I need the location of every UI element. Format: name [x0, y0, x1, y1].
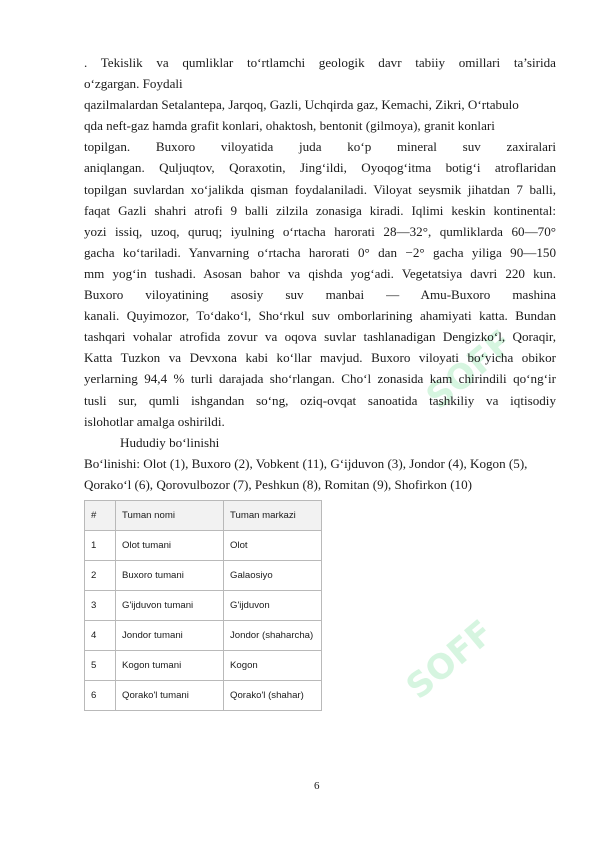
districts-table [84, 500, 322, 711]
header-cell-district-name: Tuman nomi [116, 500, 224, 530]
table-cell: 5 [85, 650, 116, 680]
text-line: islohotlar amalga oshirildi. [84, 413, 225, 429]
division-paragraph [84, 453, 556, 495]
table-cell: Olot [224, 530, 322, 560]
text-line: yerlarning 94,4 % turli darajada sho‘rlangan. Cho‘l zonasida kam chirindili qo‘ng‘ir [84, 371, 556, 387]
text-line: aniqlangan. Quljuqtov, Qoraxotin, Jing‘ildi, Oyoqog‘itma botig‘i atroflaridan [84, 160, 556, 176]
table-header-row [85, 500, 322, 530]
table-cell: G'ijduvon tumani [116, 590, 224, 620]
table-row [85, 560, 322, 590]
table-cell: Olot tumani [116, 530, 224, 560]
table-cell: Galaosiyo [224, 560, 322, 590]
text-line: Qorako‘l (6), Qorovulbozor (7), Peshkun (8), Romitan (9), Shofirkon (10) [84, 476, 473, 492]
header-cell-number: # [85, 500, 116, 530]
text-line: tashqari vohalar atrofida zovur va oqova suvlar tashlanadigan Dengizko‘l, Qoraqir, [84, 329, 556, 345]
text-line: Bo‘linishi: Olot (1), Buxoro (2), Vobkent (11), G‘ijduvon (3), Jondor (4), Kogon (5), [84, 455, 528, 471]
text-line: yozi issiq, uzoq, quruq; iyulning o‘rtacha harorati 28—32°, qumliklarda 60—70° [84, 223, 556, 239]
text-line: qazilmalardan Setalantepa, Jarqoq, Gazli, Uchqirda gaz, Kemachi, Zikri, O‘rtabulo [84, 97, 519, 113]
text-line: tusli sur, qumli ishgandan so‘ng, oziq-ovqat sanoatida tashkiliy va iqtisodiy [84, 392, 556, 408]
watermark: SOFF [418, 322, 522, 418]
table-cell: Kogon tumani [116, 650, 224, 680]
text-line: gacha ko‘tariladi. Yanvarning o‘rtacha harorati 0° dan −2° gacha yiliga 90—150 [84, 244, 556, 260]
table-cell: Buxoro tumani [116, 560, 224, 590]
table-row [85, 620, 322, 650]
table-row [85, 650, 322, 680]
table-cell: 4 [85, 620, 116, 650]
table-cell: 1 [85, 530, 116, 560]
table-cell: Qorako'l tumani [116, 680, 224, 710]
body-paragraph [84, 52, 556, 432]
table-row [85, 590, 322, 620]
table-row [85, 530, 322, 560]
document-page [84, 52, 556, 711]
table-row [85, 680, 322, 710]
text-line: mm yog‘in tushadi. Asosan bahor va qishda yog‘adi. Vegetatsiya davri 220 kun. [84, 265, 556, 281]
table-cell: Qorako'l (shahar) [224, 680, 322, 710]
table-cell: 6 [85, 680, 116, 710]
table-cell: 2 [85, 560, 116, 590]
text-line: topilgan. Buxoro viloyatida juda ko‘p mineral suv zaxiralari [84, 139, 556, 155]
table-cell: 3 [85, 590, 116, 620]
text-line: faqat Gazli shahri atrofi 9 balli zilzila zonasiga kiradi. Iqlimi keskin kontinental: [84, 202, 556, 218]
text-line: Katta Tuzkon va Devxona kabi ko‘llar mavjud. Buxoro viloyati bo‘yicha obikor [84, 350, 556, 366]
page-number: 6 [314, 780, 320, 792]
table-cell: Kogon [224, 650, 322, 680]
text-line: . Tekislik va qumliklar to‘rtlamchi geologik davr tabiiy omillari ta’sirida [84, 55, 556, 70]
text-line: kanali. Quyimozor, To‘dako‘l, Sho‘rkul suv omborlarining ahamiyati katta. Bundan [84, 308, 556, 324]
table-cell: G'ijduvon [224, 590, 322, 620]
section-heading: Hududiy bo‘linishi [120, 434, 220, 450]
text-line: qda neft-gaz hamda grafit konlari, ohaktosh, bentonit (gilmoya), granit konlari [84, 118, 495, 134]
text-line: topilgan suvlardan xo‘jalikda qisman foydalaniladi. Viloyat seysmik jihatdan 7 balli, [84, 181, 556, 197]
text-line: o‘zgargan. Foydali [84, 76, 183, 92]
watermark: SOFF [398, 612, 502, 708]
table-cell: Jondor (shaharcha) [224, 620, 322, 650]
text-line: Buxoro viloyatining asosiy suv manbai — Amu-Buxoro mashina [84, 287, 556, 303]
table-cell: Jondor tumani [116, 620, 224, 650]
header-cell-district-center: Tuman markazi [224, 500, 322, 530]
